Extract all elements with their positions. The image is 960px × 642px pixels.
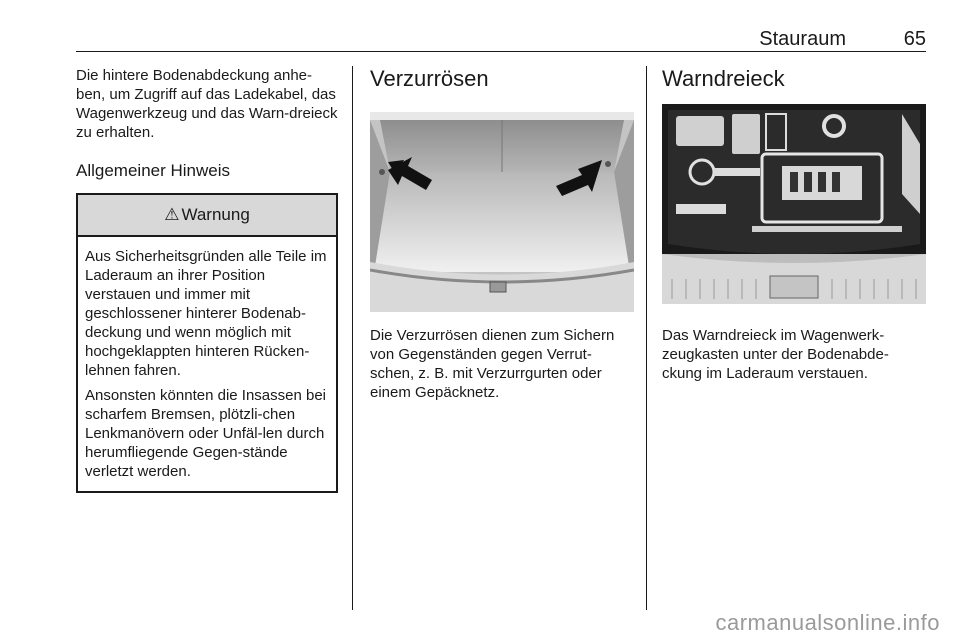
column-left (76, 66, 338, 493)
lashing-eyes-text: Die Verzurrösen dienen zum Sichern von Gegenständen gegen Verrut-schen, z. B. mit Verzurrgurten oder einem Gepäcknetz. (370, 327, 615, 401)
section-title: Stauraum (759, 28, 846, 50)
column-divider (352, 66, 353, 610)
warning-box (76, 193, 338, 493)
warning-paragraph: Ansonsten könnten die Insassen bei scharfem Bremsen, plötzli-chen Lenkmanövern oder Unfäl-len durch herumfliegende Gegen-stände verletzt werden. (85, 387, 327, 480)
watermark: carmanualsonline.info (715, 610, 940, 635)
column-middle (370, 66, 634, 402)
column-divider (646, 66, 647, 610)
warning-title: Warnung (181, 205, 250, 224)
page-number: 65 (903, 28, 926, 50)
page-header (76, 28, 926, 52)
warning-paragraph: Aus Sicherheitsgründen alle Teile im Laderaum an ihrer Position verstauen und immer mit geschlossener hinterer Bodenab-deckung und wenn möglich mit hochgeklappten hinteren Rücken-lehnen fahren. (85, 248, 327, 379)
lashing-eyes-title: Verzurrösen (370, 66, 489, 91)
intro-paragraph: Die hintere Bodenabdeckung anhe-ben, um Zugriff auf das Ladekabel, das Wagenwerkzeug und das Warn-dreieck zu erhalten. (76, 67, 338, 141)
warning-triangle-icon: ⚠ (164, 205, 180, 224)
warning-triangle-title: Warndreieck (662, 66, 785, 91)
column-right (662, 66, 926, 383)
tool-kit-illustration (662, 104, 926, 304)
general-notice-heading: Allgemeiner Hinweis (76, 161, 231, 180)
warning-body (78, 237, 336, 491)
warning-triangle-text: Das Warndreieck im Wagenwerk-zeugkasten unter der Bodenabde-ckung im Laderaum verstauen. (662, 327, 889, 382)
cargo-area-illustration (370, 112, 634, 312)
warning-header (78, 195, 336, 237)
